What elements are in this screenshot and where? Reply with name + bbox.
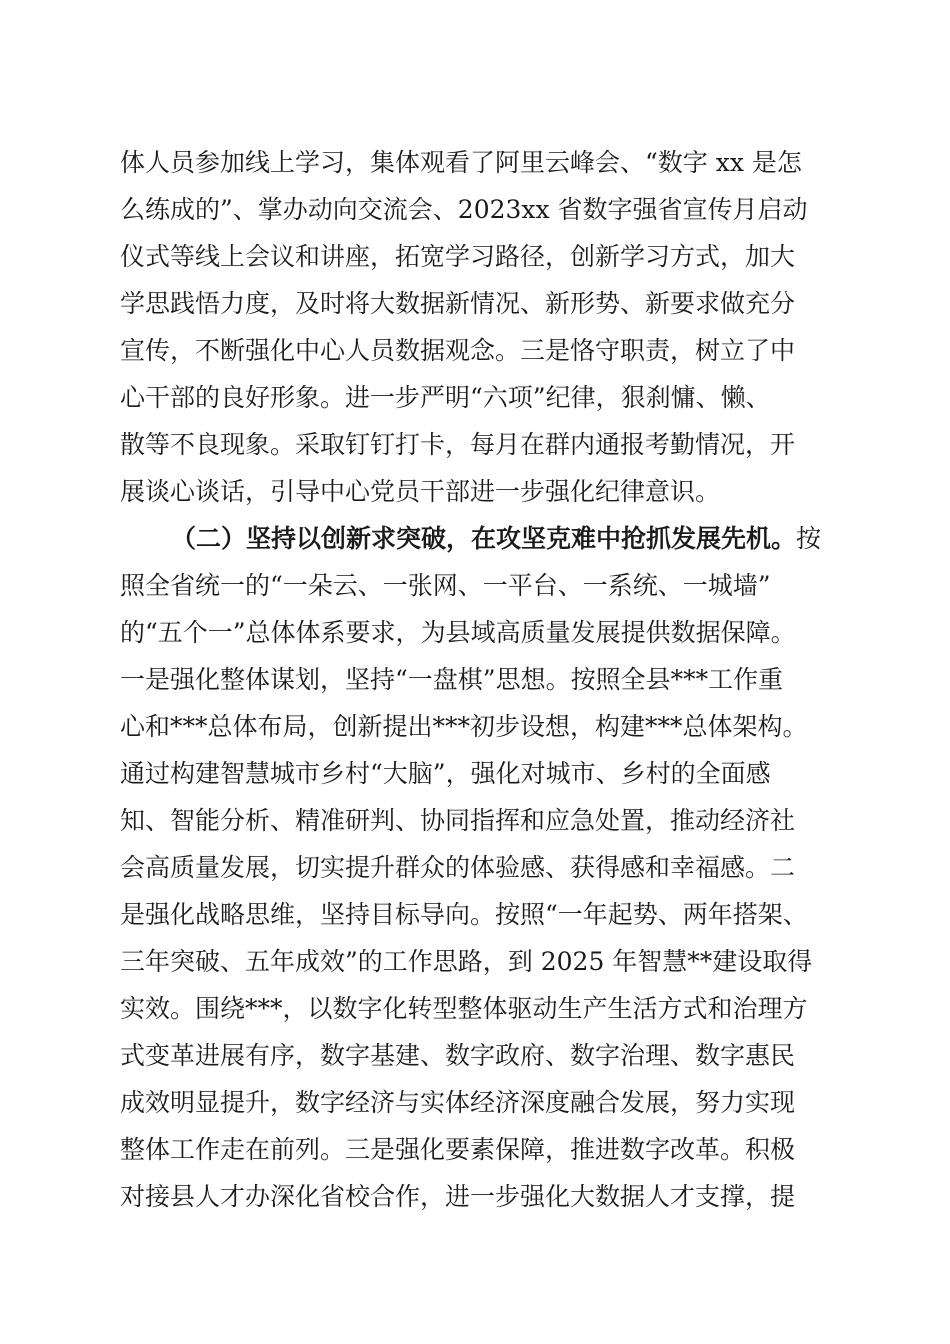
- text-line: 整体工作走在前列。三是强化要素保障，推进数字改革。积极: [120, 1135, 796, 1164]
- section-heading-continuation: 按: [796, 524, 822, 553]
- text-line: 知、智能分析、精准研判、协同指挥和应急处置，推动经济社: [120, 806, 796, 835]
- section-heading-line: [171, 519, 830, 559]
- text-line: 宣传，不断强化中心人员数据观念。三是恪守职责，树立了中: [120, 336, 796, 365]
- text-line: 的“五个一”总体体系要求，为县域高质量发展提供数据保障。: [120, 618, 796, 647]
- text-line: 三年突破、五年成效”的工作思路，到 2025 年智慧**建设取得: [120, 947, 813, 976]
- text-line: 散等不良现象。采取钉钉打卡，每月在群内通报考勤情况，开: [120, 430, 796, 459]
- text-line: 实效。围绕***，以数字化转型整体驱动生产生活方式和治理方: [120, 994, 808, 1023]
- text-line: 仪式等线上会议和讲座，拓宽学习路径，创新学习方式，加大: [120, 242, 796, 271]
- text-line: 心和***总体布局，创新提出***初步设想，构建***总体架构。: [120, 712, 808, 741]
- text-line: 会高质量发展，切实提升群众的体验感、获得感和幸福感。二: [120, 853, 796, 882]
- text-line: 学思践悟力度，及时将大数据新情况、新形势、新要求做充分: [120, 289, 796, 318]
- text-line: 照全省统一的“一朵云、一张网、一平台、一系统、一城墙”: [120, 571, 771, 600]
- text-line: 展谈心谈话，引导中心党员干部进一步强化纪律意识。: [120, 477, 721, 506]
- text-line: 通过构建智慧城市乡村“大脑”，强化对城市、乡村的全面感: [120, 759, 771, 788]
- text-line: 式变革进展有序，数字基建、数字政府、数字治理、数字惠民: [120, 1041, 796, 1070]
- section-heading: （二）坚持以创新求突破，在攻坚克难中抢抓发展先机。: [171, 524, 797, 553]
- text-line: 心干部的良好形象。进一步严明“六项”纪律，狠刹慵、懒、: [120, 383, 771, 412]
- text-line: 成效明显提升，数字经济与实体经济深度融合发展，努力实现: [120, 1088, 796, 1117]
- text-line: 是强化战略思维，坚持目标导向。按照“一年起势、两年搭架、: [120, 900, 808, 929]
- text-line: 一是强化整体谋划，坚持“一盘棋”思想。按照全县***工作重: [120, 665, 784, 694]
- text-line: 对接县人才办深化省校合作，进一步强化大数据人才支撑，提: [120, 1182, 796, 1211]
- text-line: 体人员参加线上学习，集体观看了阿里云峰会、“数字 xx 是怎: [120, 148, 802, 177]
- text-line: 么练成的”、掌办动向交流会、2023xx 省数字强省宣传月启动: [120, 195, 808, 224]
